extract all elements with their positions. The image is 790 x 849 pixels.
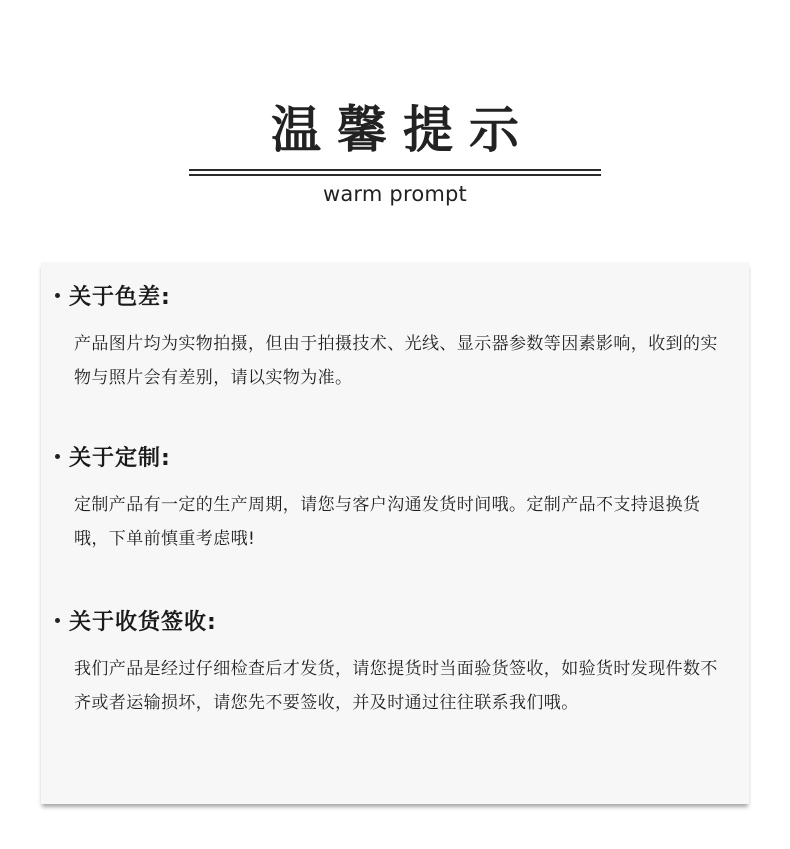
divider-line-bottom bbox=[189, 174, 601, 176]
bullet-icon bbox=[55, 618, 60, 623]
page-title: 温馨提示 bbox=[271, 101, 535, 159]
page-subtitle: warm prompt bbox=[322, 182, 467, 206]
section-body: 我们产品是经过仔细检查后才发货，请您提货时当面验货签收，如验货时发现件数不齐或者运输损坏，请您先不要签收，并及时通过往往联系我们哦。 bbox=[74, 659, 718, 713]
section-heading bbox=[55, 280, 171, 310]
section-title: 关于色差: bbox=[69, 284, 171, 310]
section-title: 关于定制: bbox=[69, 445, 171, 471]
section-body: 定制产品有一定的生产周期，请您与客户沟通发货时间哦。定制产品不支持退换货哦，下单前慎重考虑哦! bbox=[74, 495, 701, 549]
section-heading bbox=[55, 605, 217, 635]
section-heading bbox=[55, 441, 171, 471]
bullet-icon bbox=[55, 454, 60, 459]
header bbox=[0, 98, 790, 162]
notice-panel bbox=[41, 262, 749, 804]
divider-line-top bbox=[189, 169, 601, 171]
title-divider bbox=[189, 169, 601, 179]
bullet-icon bbox=[55, 293, 60, 298]
section-title: 关于收货签收: bbox=[69, 609, 217, 635]
section-body: 产品图片均为实物拍摄，但由于拍摄技术、光线、显示器参数等因素影响，收到的实物与照片会有差别，请以实物为准。 bbox=[74, 334, 718, 388]
